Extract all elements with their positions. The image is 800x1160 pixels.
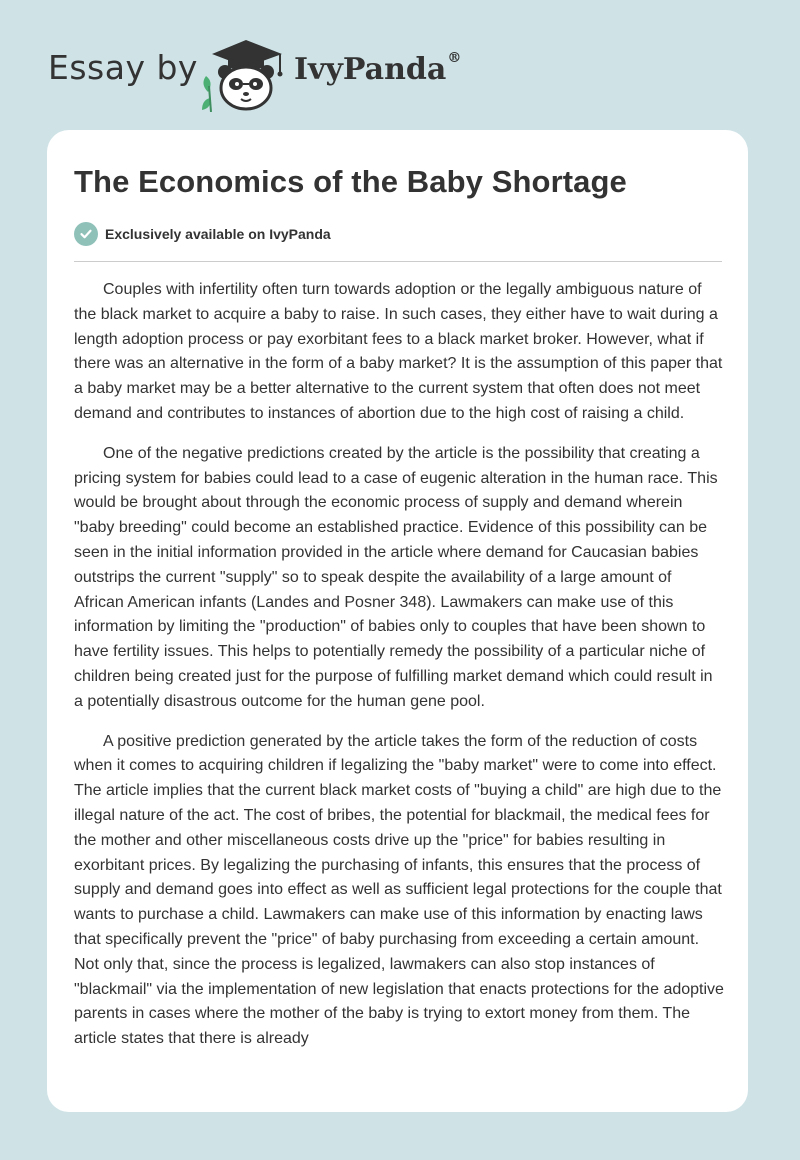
essay-paragraph: One of the negative predictions created by the article is the possibility that creating a pricing system for babies could lead to a case of eugenic alteration in the human race. This would be brought about through the economic process of supply and demand wherein "baby breeding" could become an established practice. Evidence of this possibility can be seen in the initial information provided in the article where demand for Caucasian babies outstrips the current "supply" so to speak despite the availability of a large amount of African American infants (Landes and Posner 348). Lawmakers can make use of this information by limiting the "production" of babies only to couples that have been shown to have fertility issues. This helps to potentially remedy the possibility of a particular niche of children being created just for the purpose of fulfilling market demand which could result in a potentially disastrous outcome for the human gene pool.: [74, 444, 718, 710]
brand-name-text: IvyPanda: [294, 52, 447, 87]
exclusive-badge-label: Exclusively available on IvyPanda: [105, 226, 331, 242]
site-header-brand[interactable]: [48, 34, 478, 114]
registered-mark: ®: [447, 50, 462, 66]
brand-prefix: Essay by: [48, 48, 198, 87]
page-title: The Economics of the Baby Shortage: [74, 164, 627, 199]
divider: [74, 261, 722, 262]
essay-body: [74, 278, 724, 1067]
check-circle-icon: [74, 222, 98, 246]
essay-paragraph: Couples with infertility often turn towards adoption or the legally ambiguous nature of the black market to acquire a baby to raise. In such cases, they either have to wait during a length adoption process or pay exorbitant fees to a black market broker. However, what if there was an alternative in the form of a baby market? It is the assumption of this paper that a baby market may be a better alternative to the current system that often does not meet demand and contributes to instances of abortion due to the high cost of raising a child.: [74, 281, 723, 422]
exclusive-badge: [74, 221, 331, 247]
brand-name: [294, 52, 461, 87]
essay-paragraph: A positive prediction generated by the article takes the form of the reduction of costs when it comes to acquiring children if legalizing the "baby market" were to come into effect. The article implies that the current black market costs of "buying a child" are high due to the illegal nature of the act. The cost of bribes, the potential for blackmail, the medical fees for the mother and other miscellaneous costs drive up the "price" for babies resulting in exorbitant prices. By legalizing the purchasing of infants, this ensures that the process of supply and demand goes into effect as well as sufficient legal protections for the couple that wants to purchase a child. Lawmakers can make use of this information by enacting laws that specifically prevent the "price" of baby purchasing from exceeding a certain amount. Not only that, since the process is legalized, lawmakers can also stop instances of "blackmail" via the implementation of new legislation that enacts protections for the adoptive parents in cases where the mother of the baby is trying to extort money from them. The article states that there is already: [74, 732, 724, 1048]
panda-graduate-icon: [200, 34, 292, 112]
essay-card: [47, 130, 748, 1112]
